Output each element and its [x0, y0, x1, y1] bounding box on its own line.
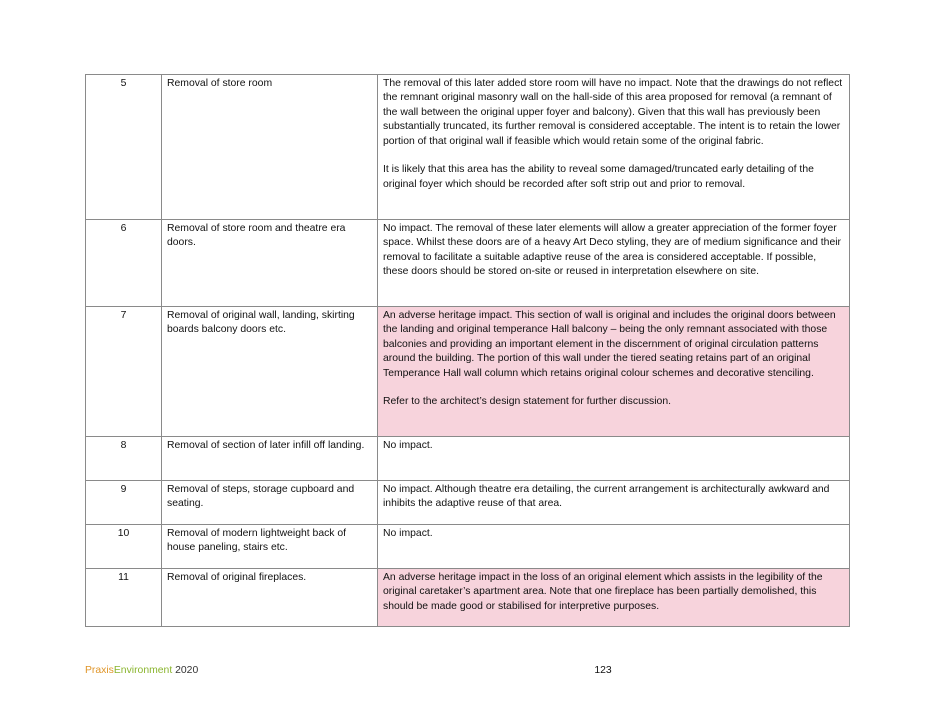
impact-paragraph: No impact. Although theatre era detailing, the current arrangement is architecturally awkward and inhibits the adaptive reuse of that area.	[383, 484, 830, 510]
footer-year: 2020	[175, 665, 199, 676]
table-row	[86, 220, 850, 307]
heritage-impact-table	[85, 74, 850, 627]
item-description: Removal of store room	[162, 75, 378, 220]
item-description: Removal of modern lightweight back of house paneling, stairs etc.	[162, 525, 378, 569]
table-row	[86, 569, 850, 627]
table-row	[86, 481, 850, 525]
page-number: 123	[594, 665, 612, 676]
table-row	[86, 437, 850, 481]
impact-assessment	[378, 525, 850, 569]
impact-assessment	[378, 75, 850, 220]
item-description: Removal of steps, storage cupboard and seating.	[162, 481, 378, 525]
row-number: 8	[86, 437, 162, 481]
impact-assessment-adverse	[378, 307, 850, 437]
impact-assessment	[378, 437, 850, 481]
impact-paragraph: An adverse heritage impact. This section of wall is original and includes the original doors between the landing and original temperance Hall balcony – being the only remnant associated with those balconies and providing an important element in the discernment of original circulation patterns around the building. The portion of this wall under the tiered seating retains part of an original Temperance Hall wall column which retains original colour schemes and decorative stenciling.	[383, 310, 836, 379]
impact-paragraph: It is likely that this area has the ability to reveal some damaged/truncated early detailing of the original foyer which should be recorded after soft strip out and prior to removal.	[383, 164, 814, 190]
item-description: Removal of original fireplaces.	[162, 569, 378, 627]
table-row	[86, 75, 850, 220]
impact-paragraph: No impact.	[383, 440, 433, 451]
impact-paragraph: Refer to the architect’s design statement for further discussion.	[383, 396, 672, 408]
impact-paragraph: An adverse heritage impact in the loss of an original element which assists in the legibility of the original caretaker’s apartment area. Note that one fireplace has been partially demolished, this should be made good or stabilised for interpretive purposes.	[383, 572, 823, 612]
footer-brand	[85, 665, 198, 676]
impact-assessment	[378, 481, 850, 525]
item-description: Removal of original wall, landing, skirting boards balcony doors etc.	[162, 307, 378, 437]
table-row	[86, 525, 850, 569]
item-description: Removal of store room and theatre era doors.	[162, 220, 378, 307]
impact-paragraph: No impact. The removal of these later elements will allow a greater appreciation of the former foyer space. Whilst these doors are of a heavy Art Deco styling, they are of medium significance and their removal to facilitate a suitable adaptive reuse of the area is considered acceptable. If possible, these doors should be stored on-site or reused in interpretation elsewhere on site.	[383, 223, 841, 278]
row-number: 9	[86, 481, 162, 525]
item-description: Removal of section of later infill off landing.	[162, 437, 378, 481]
impact-paragraph: No impact.	[383, 528, 433, 539]
row-number: 7	[86, 307, 162, 437]
impact-assessment-adverse	[378, 569, 850, 627]
row-number: 11	[86, 569, 162, 627]
impact-paragraph: The removal of this later added store room will have no impact. Note that the drawings do not reflect the remnant original masonry wall on the hall-side of this area proposed for removal (a remnant of the wall between the original upper foyer and balcony). Given that this wall has previously been substantially truncated, its further removal is considered acceptable. The intent is to retain the lower portion of that original wall if feasible which would retain some of the original fabric.	[383, 78, 843, 147]
row-number: 5	[86, 75, 162, 220]
impact-assessment	[378, 220, 850, 307]
row-number: 6	[86, 220, 162, 307]
row-number: 10	[86, 525, 162, 569]
table-row	[86, 307, 850, 437]
brand-environment: Environment	[113, 665, 173, 676]
brand-praxis: Praxis	[85, 665, 114, 676]
